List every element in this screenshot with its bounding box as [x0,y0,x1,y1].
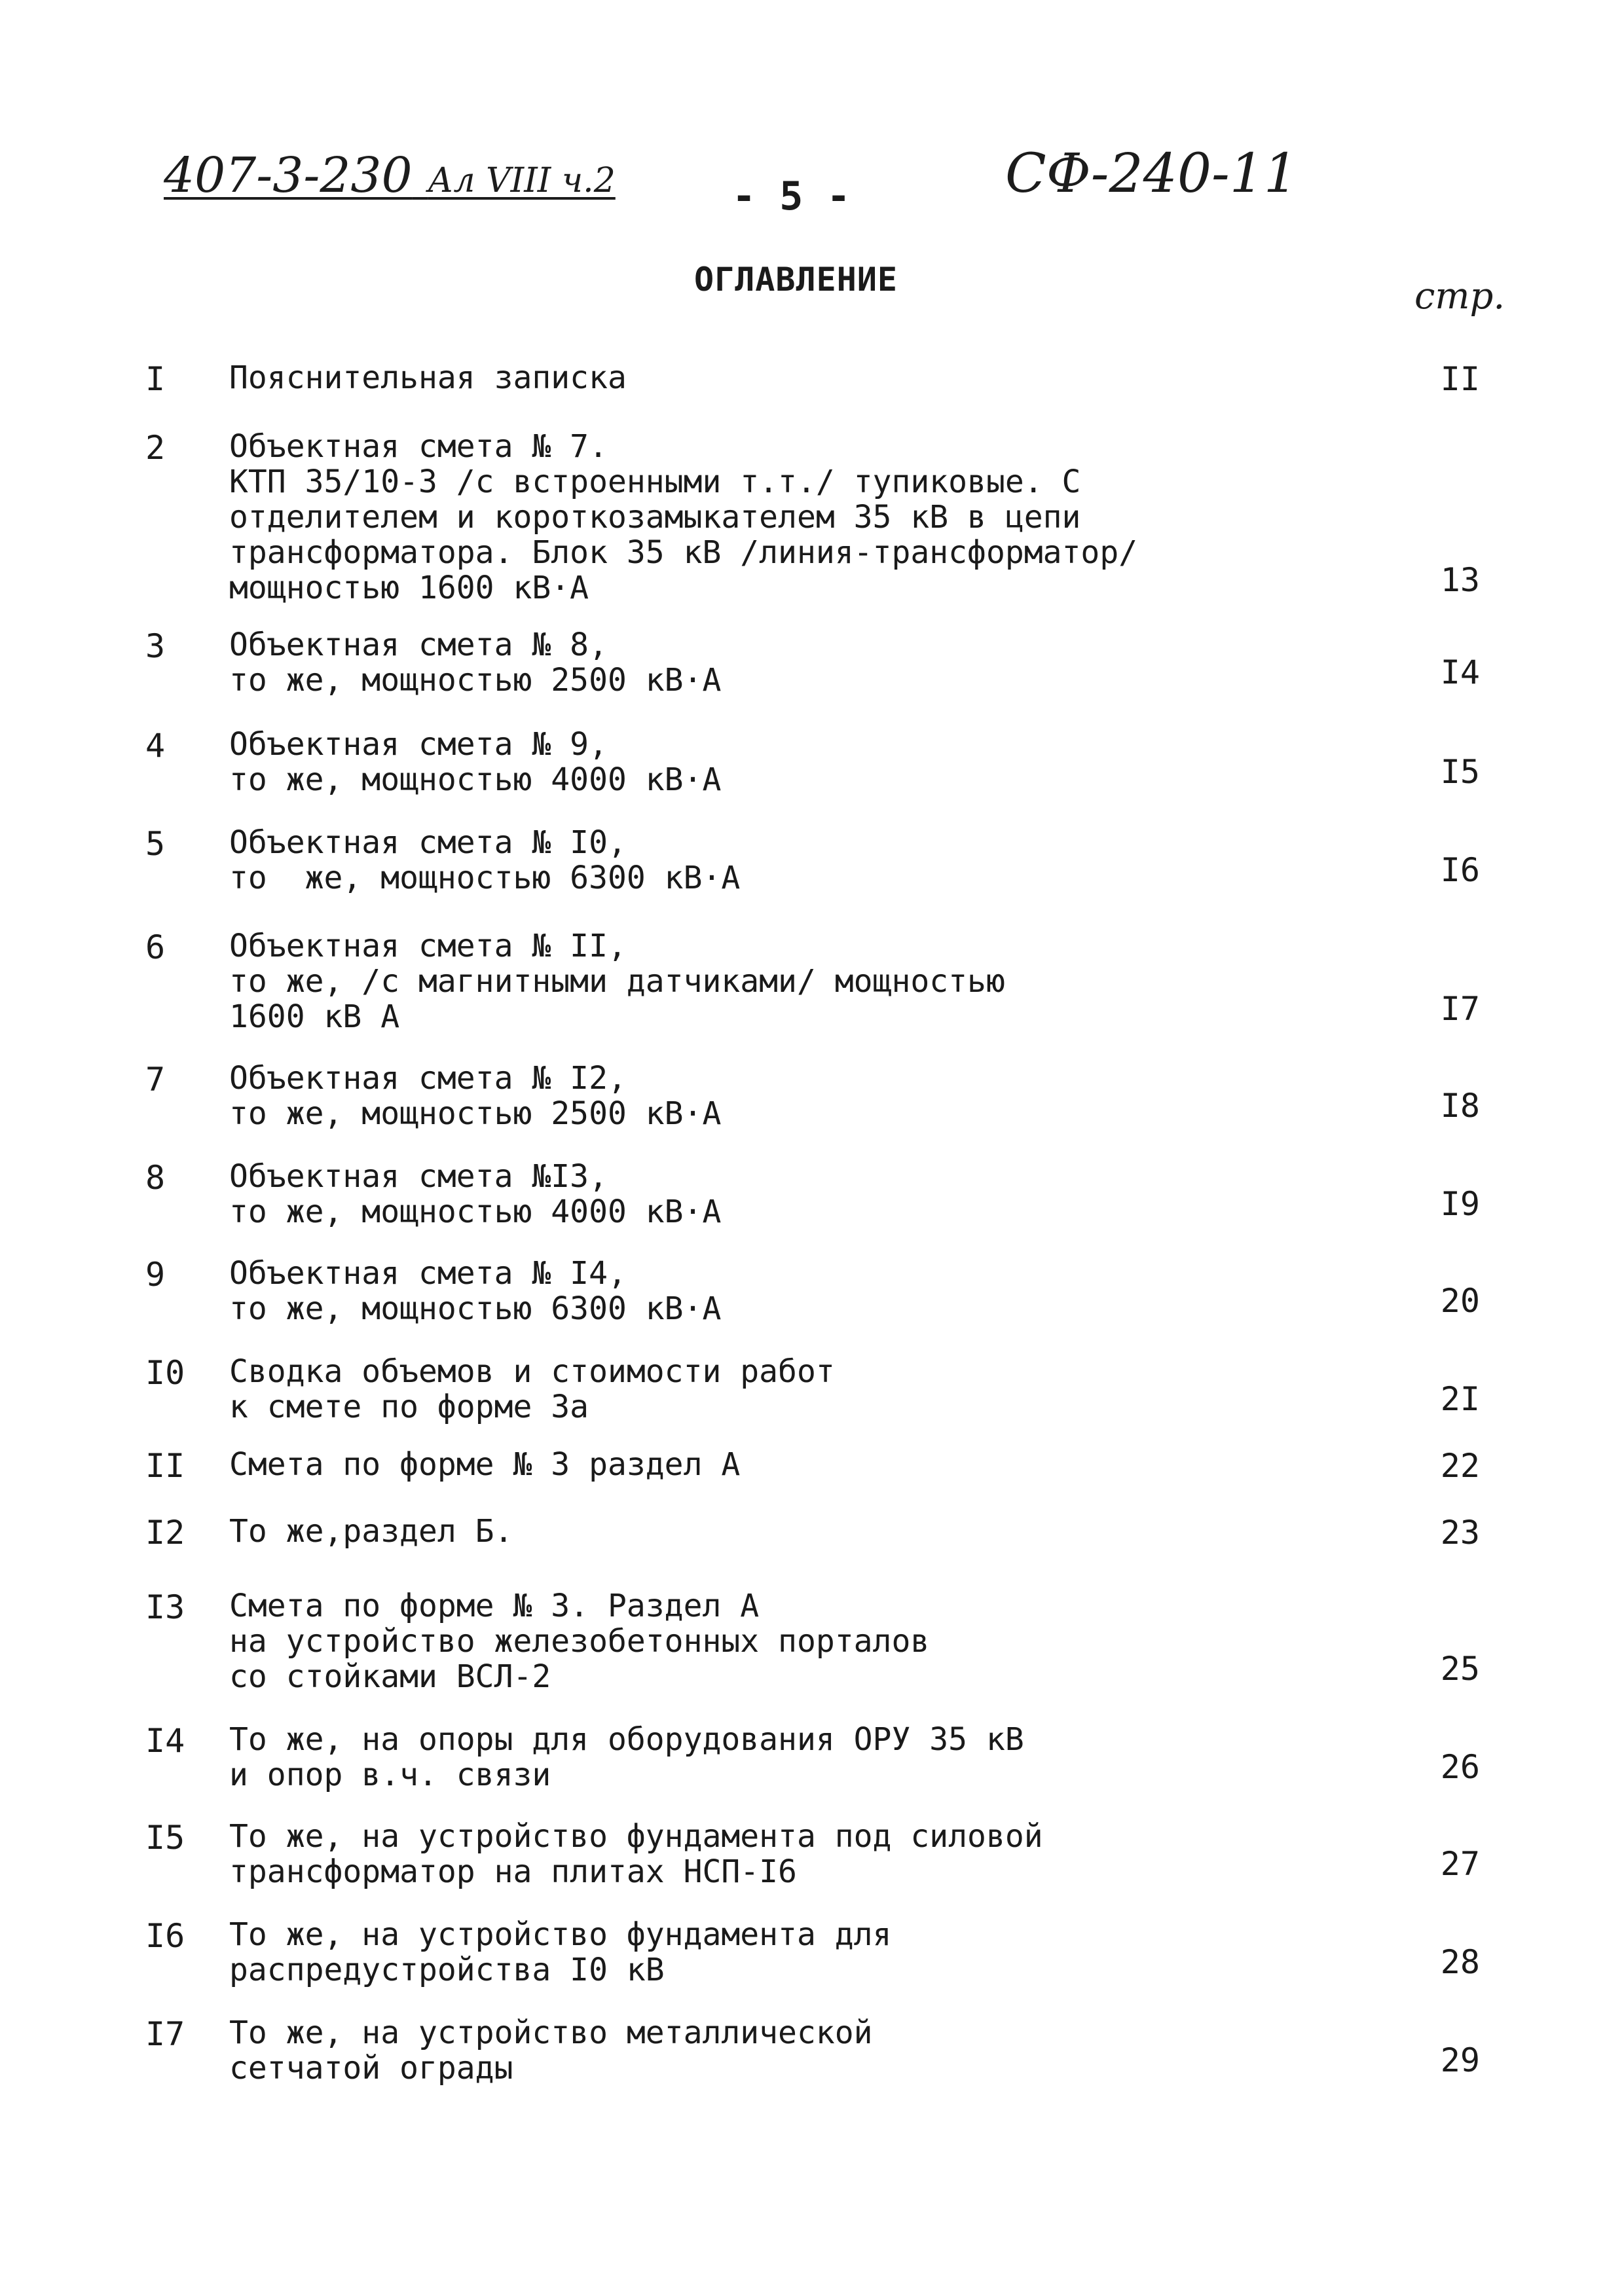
page-number: - 5 - [732,173,851,219]
toc-entry-title [229,429,1137,606]
page-column-header: стр. [1414,275,1505,318]
toc-entry-number: 9 [145,1256,166,1294]
toc-entry-title-line: Сводка объемов и стоимости работ [229,1353,835,1390]
toc-entry-page: I8 [1440,1087,1480,1125]
toc-entry-number: II [145,1447,185,1485]
toc-entry-title-line: то же, мощностью 2500 кВ·А [229,662,722,699]
toc-entry-number: I2 [145,1514,185,1552]
toc-entry-page: 2I [1440,1380,1480,1418]
toc-entry-title [229,1256,721,1326]
toc-entry-title [229,1819,1043,1889]
toc-entry-title-line: трансформатор на плитах НСП-I6 [229,1853,797,1890]
toc-entry-title-line: Объектная смета № 9, [229,726,608,763]
toc-entry-title [229,1159,721,1230]
document-code [164,147,616,204]
toc-entry-number: I3 [145,1588,185,1626]
toc-entry-title-line: Объектная смета № I0, [229,824,627,861]
toc-entry-title-line: Объектная смета № I2, [229,1060,627,1097]
toc-entry-title [229,1061,721,1131]
toc-entry-number: 2 [145,429,166,467]
toc-entry-title-line: Объектная смета №I3, [229,1158,608,1195]
toc-entry-title-line: То же, на устройство фундамента под силовой [229,1818,1043,1855]
toc-entry-title-line: То же, на опоры для оборудования ОРУ 35 кВ [229,1721,1024,1758]
toc-entry-title-line: Смета по форме № 3. Раздел А [229,1588,760,1624]
toc-entry-title [229,1588,929,1694]
toc-entry-title-line: на устройство железобетонных порталов [229,1623,930,1660]
toc-entry-title [229,1354,835,1425]
toc-entry-number: 6 [145,928,166,966]
toc-entry-title-line: трансформатора. Блок 35 кВ /линия-трансформатор/ [229,534,1138,571]
toc-entry-title-line: отделителем и короткозамыкателем 35 кВ в цепи [229,499,1081,536]
toc-entry-number: 4 [145,727,166,765]
toc-entry-number: 5 [145,825,166,863]
toc-entry-title-line: и опор в.ч. связи [229,1757,551,1793]
toc-entry-number: I5 [145,1819,185,1857]
toc-entry-page: I4 [1440,653,1480,691]
toc-entry-title-line: сетчатой ограды [229,2050,513,2086]
toc-entry-title-line: Объектная смета № 7. [229,428,608,465]
toc-entry-title [229,727,721,797]
toc-title: ОГЛАВЛЕНИЕ [694,261,898,299]
toc-entry-number: I7 [145,2015,185,2053]
sheet-code: СФ-240-11 [1005,143,1299,205]
toc-entry-title [229,1447,740,1482]
toc-entry-title [229,1514,513,1549]
toc-entry-title-line: мощностью 1600 кВ·А [229,570,589,606]
toc-entry-title-line: Объектная смета № I4, [229,1255,627,1292]
toc-entry-title [229,1722,1024,1793]
toc-entry-title-line: То же, на устройство фундамента для [229,1916,892,1953]
toc-entry-number: I0 [145,1354,185,1392]
toc-entry-title-line: к смете по форме 3а [229,1389,589,1425]
toc-entry-title [229,2015,873,2086]
toc-entry-title-line: 1600 кВ А [229,998,400,1035]
toc-entry-number: I4 [145,1722,185,1760]
toc-entry-title [229,825,740,896]
toc-entry-title-line: КТП 35/10-3 /с встроенными т.т./ тупиковые. С [229,464,1081,500]
toc-entry-number: 8 [145,1159,166,1197]
toc-entry-page: 23 [1440,1514,1480,1552]
toc-entry-title-line: то же, мощностью 6300 кВ·А [229,860,741,896]
toc-entry-title-line: то же, мощностью 6300 кВ·А [229,1290,722,1327]
toc-entry-title-line: то же, /с магнитными датчиками/ мощностью [229,963,1005,1000]
document-code-suffix: Ал VIII ч.2 [428,161,616,200]
toc-entry-page: I7 [1440,990,1480,1028]
toc-entry-title-line: то же, мощностью 4000 кВ·А [229,1194,722,1230]
toc-entry-title-line: Объектная смета № II, [229,928,627,964]
toc-entry-title-line: со стойками ВСЛ-2 [229,1658,551,1695]
toc-entry-title-line: Пояснительная записка [229,359,627,396]
toc-entry-page: 13 [1440,561,1480,599]
toc-entry-number: I [145,360,166,398]
document-code-number: 407-3-230 [164,147,413,204]
toc-entry-title-line: то же, мощностью 4000 кВ·А [229,761,722,798]
toc-entry-page: II [1440,360,1480,398]
toc-entry-title [229,1917,891,1988]
toc-entry-title-line: Смета по форме № 3 раздел А [229,1446,741,1483]
toc-entry-page: 25 [1440,1650,1480,1688]
toc-entry-title-line: То же, на устройство металлической [229,2014,873,2051]
toc-entry-title [229,928,1005,1034]
toc-entry-title-line: Объектная смета № 8, [229,627,608,663]
toc-entry-title-line: распредустройства I0 кВ [229,1952,665,1988]
toc-entry-page: 27 [1440,1845,1480,1883]
toc-entry-page: 22 [1440,1447,1480,1485]
toc-entry-page: 20 [1440,1282,1480,1320]
toc-entry-title-line: то же, мощностью 2500 кВ·А [229,1095,722,1132]
toc-entry-page: I9 [1440,1185,1480,1223]
toc-entry-title-line: То же,раздел Б. [229,1513,513,1550]
toc-entry-number: 3 [145,627,166,665]
toc-entry-number: 7 [145,1061,166,1099]
toc-entry-page: I5 [1440,753,1480,791]
toc-entry-page: 29 [1440,2041,1480,2079]
toc-entry-title [229,627,721,698]
toc-entry-number: I6 [145,1917,185,1955]
toc-entry-page: I6 [1440,851,1480,889]
toc-entry-title [229,360,627,395]
toc-entry-page: 28 [1440,1943,1480,1981]
toc-entry-page: 26 [1440,1748,1480,1786]
